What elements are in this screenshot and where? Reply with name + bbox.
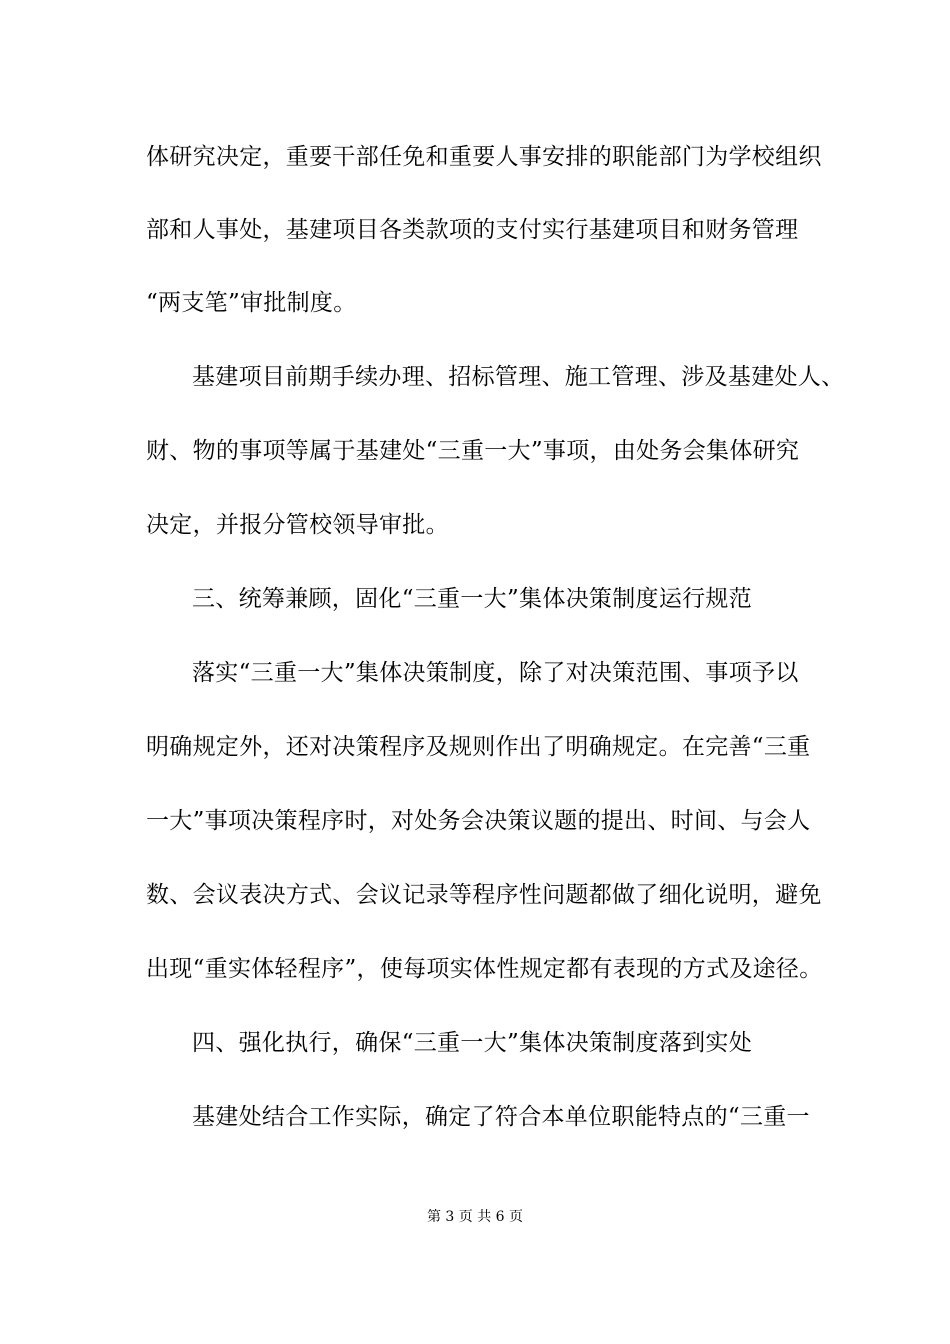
text-line: 体研究决定，重要干部任免和重要人事安排的职能部门为学校组织 — [146, 144, 822, 170]
text-line: 出现“重实体轻程序”，使每项实体性规定都有表现的方式及途径。 — [146, 956, 823, 982]
page-number-footer: 第 3 页 共 6 页 — [426, 1209, 524, 1225]
paragraph-start-line: 落实“三重一大”集体决策制度，除了对决策范围、事项予以 — [192, 660, 799, 686]
section-heading: 三、统筹兼顾，固化“三重一大”集体决策制度运行规范 — [192, 586, 753, 612]
text-line: 部和人事处，基建项目各类款项的支付实行基建项目和财务管理 — [146, 217, 799, 243]
text-line: 财、物的事项等属于基建处“三重一大”事项，由处务会集体研究 — [146, 438, 800, 464]
text-line: 一大”事项决策程序时，对处务会决策议题的提出、时间、与会人 — [146, 808, 811, 834]
text-line: 明确规定外，还对决策程序及规则作出了明确规定。在完善“三重 — [146, 734, 811, 760]
text-line: “两支笔”审批制度。 — [146, 290, 357, 316]
text-line: 数、会议表决方式、会议记录等程序性问题都做了细化说明，避免 — [146, 882, 822, 908]
paragraph-start-line: 基建项目前期手续办理、招标管理、施工管理、涉及基建处人、 — [192, 364, 845, 390]
section-heading: 四、强化执行，确保“三重一大”集体决策制度落到实处 — [192, 1030, 753, 1056]
text-line: 决定，并报分管校领导审批。 — [146, 512, 449, 538]
paragraph-start-line: 基建处结合工作实际，确定了符合本单位职能特点的“三重一 — [192, 1104, 810, 1130]
